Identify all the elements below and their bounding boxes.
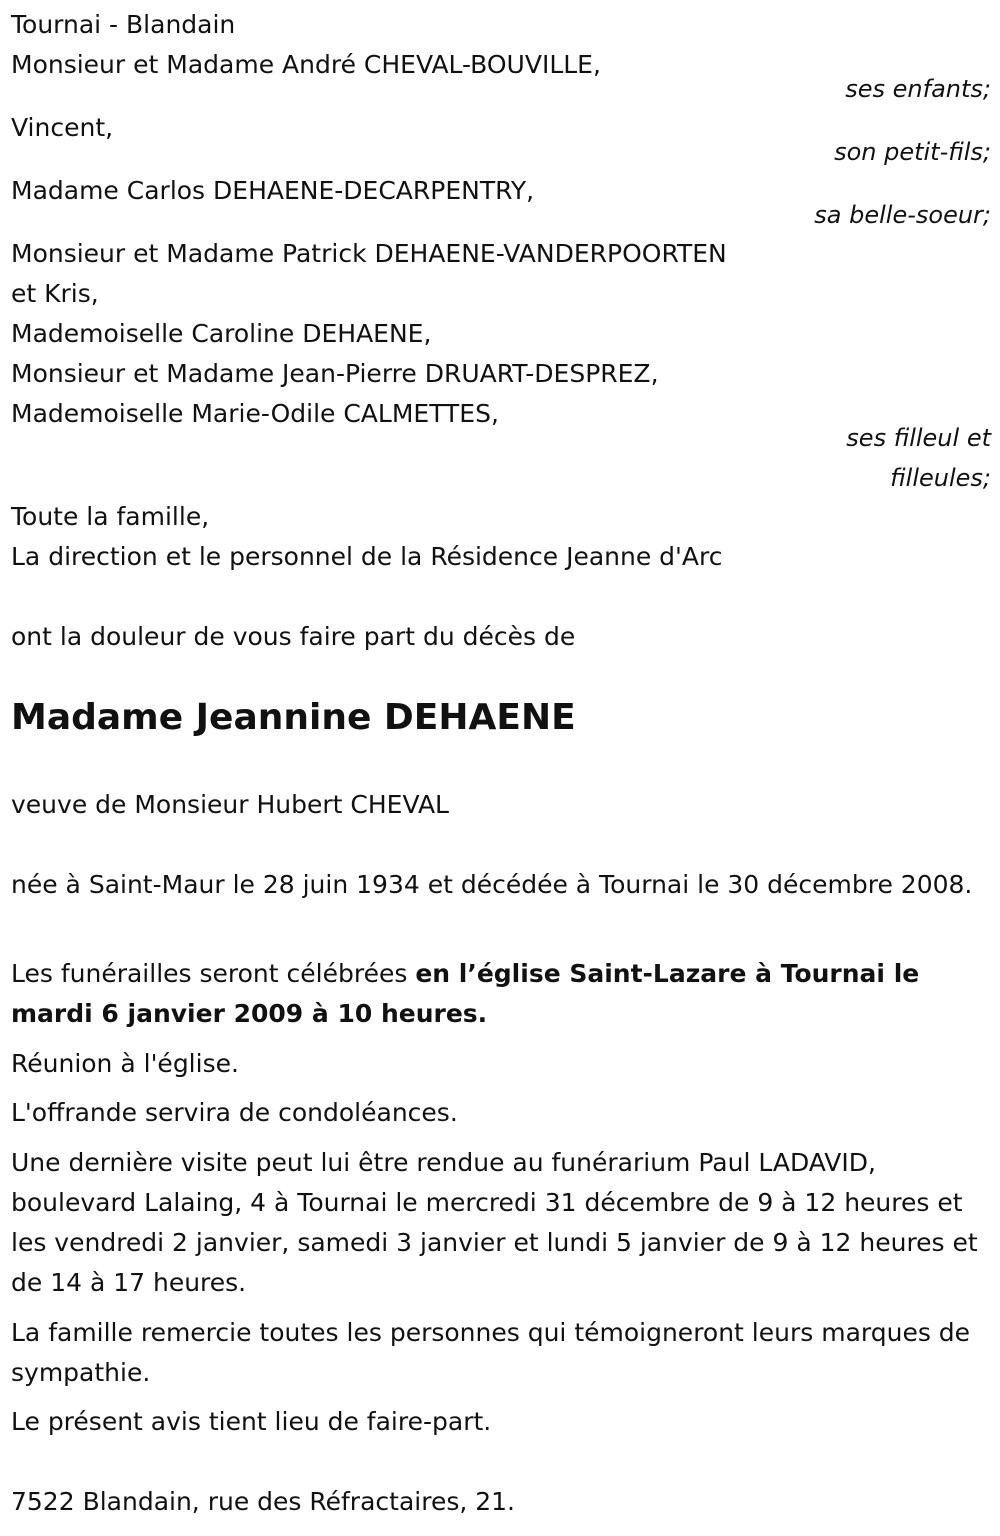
address: 7522 Blandain, rue des Réfractaires, 21. xyxy=(11,1487,516,1516)
godchildren-role: filleules; xyxy=(890,464,991,492)
sister-in-law-role: sa belle-soeur; xyxy=(814,201,991,229)
godchild-line: Mademoiselle Marie-Odile CALMETTES, xyxy=(11,399,499,428)
ceremony-prefix: Les funérailles seront célébrées xyxy=(11,959,416,988)
residence-staff: La direction et le personnel de la Résidence Jeanne d'Arc xyxy=(11,542,723,571)
godchild-line: et Kris, xyxy=(11,279,99,308)
obituary-notice xyxy=(11,0,991,1536)
notice-note: Le présent avis tient lieu de faire-part. xyxy=(11,1407,492,1436)
birth-death-dates: née à Saint-Maur le 28 juin 1934 et décédée à Tournai le 30 décembre 2008. xyxy=(11,870,973,899)
offering-note: L'offrande servira de condoléances. xyxy=(11,1098,458,1127)
children-role: ses enfants; xyxy=(845,75,991,103)
grandson-name: Vincent, xyxy=(11,113,114,142)
funeral-ceremony xyxy=(11,954,986,1034)
location-header: Tournai - Blandain xyxy=(11,10,236,39)
godchildren-role: ses filleul et xyxy=(846,424,991,452)
visit-info: Une dernière visite peut lui être rendue au funérarium Paul LADAVID, boulevard Lalaing, 4 à Tournai le mercredi 31 décembre de 9 à 12 heures et les vendredi 2 janvier, samedi 3 janvier et lundi 5 janvier de 9 à 12 heures et de 14 à 17 heures. xyxy=(11,1148,978,1297)
thanks-note: La famille remercie toutes les personnes qui témoigneront leurs marques de sympathie. xyxy=(11,1318,971,1387)
godchild-line: Monsieur et Madame Patrick DEHAENE-VANDERPOORTEN xyxy=(11,239,727,268)
meeting-note: Réunion à l'église. xyxy=(11,1049,239,1078)
deceased-name: Madame Jeannine DEHAENE xyxy=(11,697,576,738)
godchild-line: Monsieur et Madame Jean-Pierre DRUART-DESPREZ, xyxy=(11,359,659,388)
godchild-line: Mademoiselle Caroline DEHAENE, xyxy=(11,319,432,348)
whole-family: Toute la famille, xyxy=(11,502,210,531)
sister-in-law-name: Madame Carlos DEHAENE-DECARPENTRY, xyxy=(11,176,535,205)
grandson-role: son petit-fils; xyxy=(834,138,991,166)
ceremony-details: en l’église Saint-Lazare à Tournai le mardi 6 janvier 2009 à 10 heures. xyxy=(11,959,920,1028)
widow-of: veuve de Monsieur Hubert CHEVAL xyxy=(11,790,449,819)
children-names: Monsieur et Madame André CHEVAL-BOUVILLE, xyxy=(11,50,601,79)
announcement-intro: ont la douleur de vous faire part du décès de xyxy=(11,622,576,651)
